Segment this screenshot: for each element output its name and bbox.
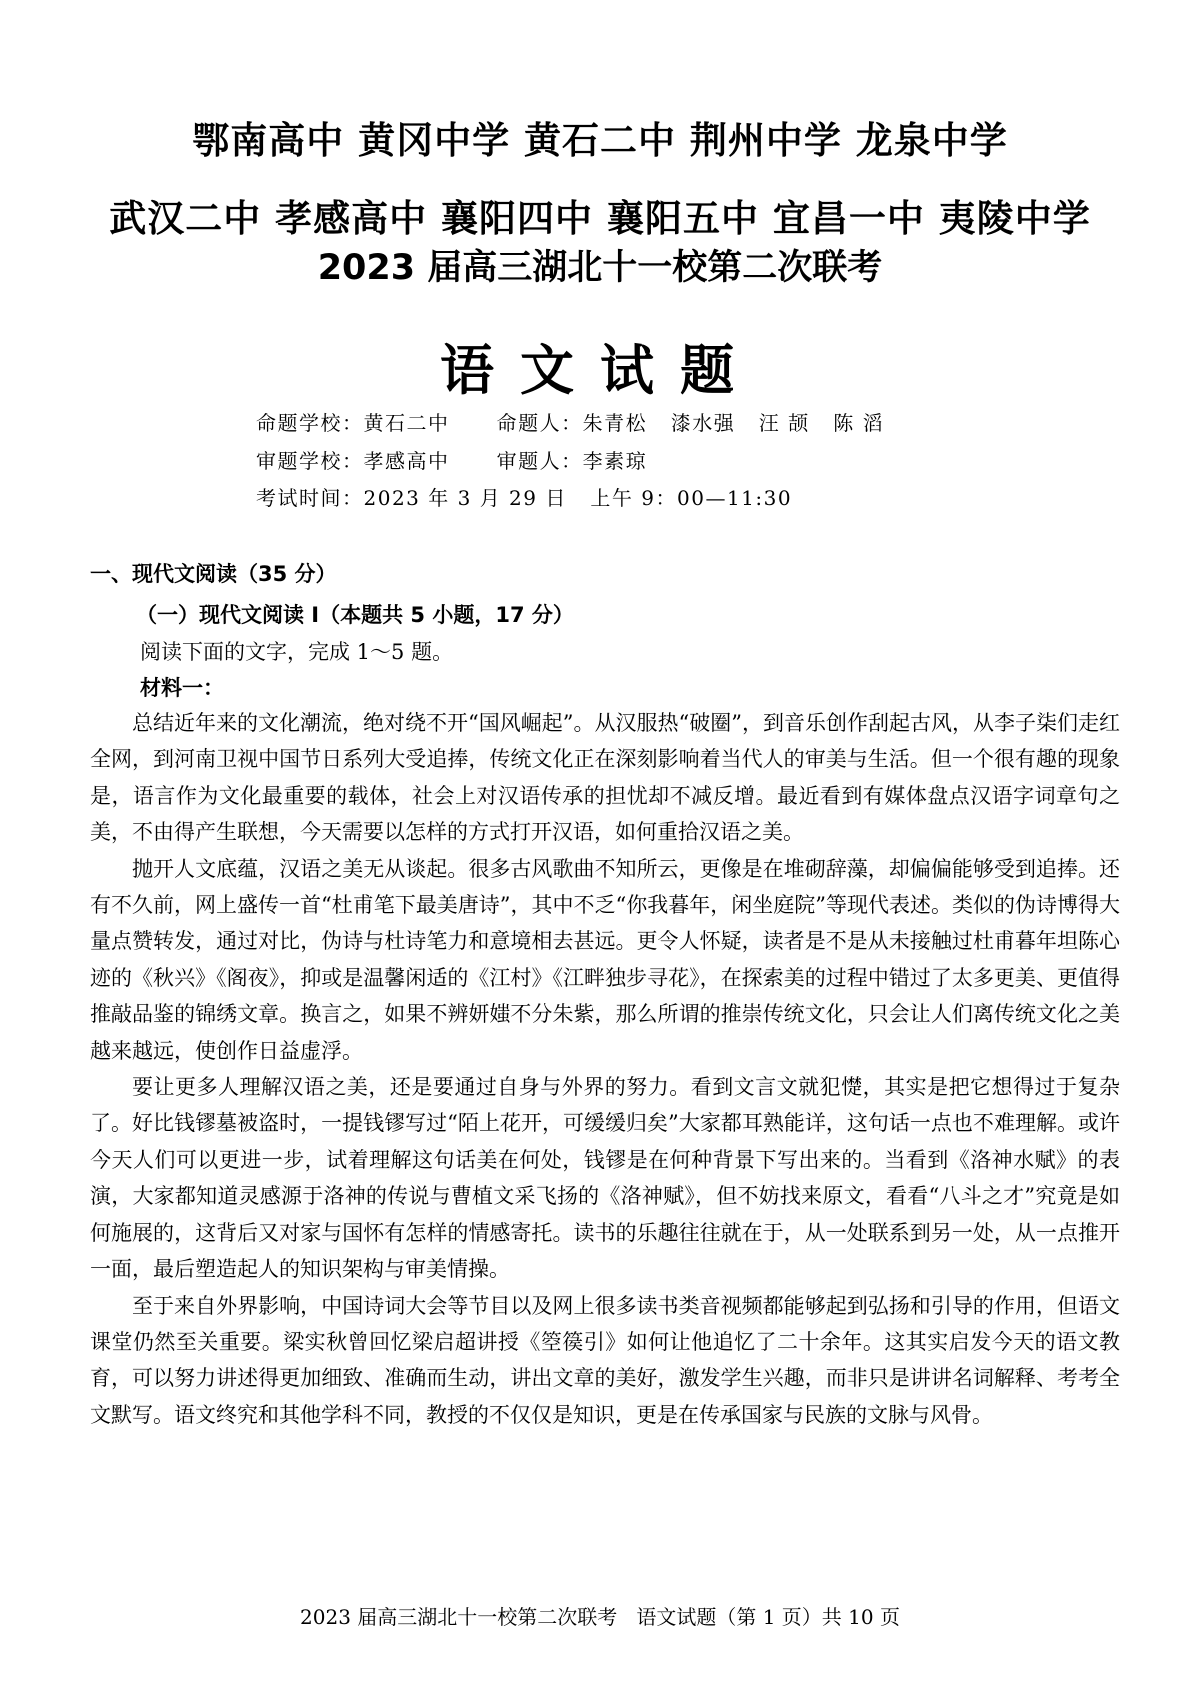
paragraph: 总结近年来的文化潮流，绝对绕不开“国风崛起”。从汉服热“破圈”，到音乐创作刮起古风，从李子柒们走红全网，到河南卫视中国节日系列大受追捧，传统文化正在深刻影响着当代人的审美与生活。但一个很有趣的现象是，语言作为文化最重要的载体，社会上对汉语传承的担忧却不减反增。最近看到有媒体盘点汉语字词章句之美，不由得产生联想，今天需要以怎样的方式打开汉语，如何重拾汉语之美。	[90, 711, 1120, 845]
schools-line-1: 鄂南高中 黄冈中学 黄石二中 荆州中学 龙泉中学	[192, 119, 1008, 162]
paragraph: 至于来自外界影响，中国诗词大会等节目以及网上很多读书类音视频都能够起到弘扬和引导的作用，但语文课堂仍然至关重要。梁实秋曾回忆梁启超讲授《箜篌引》如何让他追忆了二十余年。这其实启发今天的语文教育，可以努力讲述得更加细致、准确而生动，讲出文章的美好，激发学生兴趣，而非只是讲讲名词解释、考考全文默写。语文终究和其他学科不同，教授的不仅仅是知识，更是在传承国家与民族的文脉与风骨。	[90, 1293, 1120, 1427]
page-footer: 2023 届高三湖北十一校第二次联考 语文试题（第 1 页）共 10 页	[300, 1605, 900, 1629]
paragraph: 要让更多人理解汉语之美，还是要通过自身与外界的努力。看到文言文就犯憷，其实是把它想得过于复杂了。好比钱镠墓被盗时，一提钱镠写过“陌上花开，可缓缓归矣”大家都耳熟能详，这句话一点也不难理解。或许今天人们可以更进一步，试着理解这句话美在何处，钱镠是在何种背景下写出来的。当看到《洛神水赋》的表演，大家都知道灵感源于洛神的传说与曹植文采飞扬的《洛神赋》，但不妨找来原文，看看“八斗之才”究竟是如何施展的，这背后又对家与国怀有怎样的情感寄托。读书的乐趣往往就在于，从一处联系到另一处，从一点推开一面，最后塑造起人的知识架构与审美情操。	[90, 1075, 1120, 1282]
material-body	[90, 705, 1120, 1433]
meta-exam-time: 考试时间：2023 年 3 月 29 日 上午 9：00—11:30	[256, 486, 793, 510]
schools-line-2: 武汉二中 孝感高中 襄阳四中 襄阳五中 宜昌一中 夷陵中学	[109, 197, 1091, 240]
meta-authors: 命题学校：黄石二中 命题人：朱青松 漆水强 汪 颉 陈 滔	[256, 411, 885, 435]
page-title: 语文试题	[440, 339, 760, 402]
section-instruction: 阅读下面的文字，完成 1～5 题。	[140, 640, 454, 664]
material-label: 材料一：	[140, 676, 224, 700]
section-subheading: （一）现代文阅读 I（本题共 5 小题，17 分）	[136, 603, 574, 627]
section-heading: 一、现代文阅读（35 分）	[90, 562, 337, 586]
paragraph: 抛开人文底蕴，汉语之美无从谈起。很多古风歌曲不知所云，更像是在堆砌辞藻，却偏偏能够受到追捧。还有不久前，网上盛传一首“杜甫笔下最美唐诗”，其中不乏“你我暮年，闲坐庭院”等现代表述。类似的伪诗博得大量点赞转发，通过对比，伪诗与杜诗笔力和意境相去甚远。更令人怀疑，读者是不是从未接触过杜甫暮年坦陈心迹的《秋兴》《阁夜》，抑或是温馨闲适的《江村》《江畔独步寻花》，在探索美的过程中错过了太多更美、更值得推敲品鉴的锦绣文章。换言之，如果不辨妍媸不分朱紫，那么所谓的推崇传统文化，只会让人们离传统文化之美越来越远，使创作日益虚浮。	[90, 856, 1120, 1063]
exam-name: 2023 届高三湖北十一校第二次联考	[317, 248, 883, 288]
meta-reviewers: 审题学校：孝感高中 审题人：李素琼	[256, 449, 648, 473]
